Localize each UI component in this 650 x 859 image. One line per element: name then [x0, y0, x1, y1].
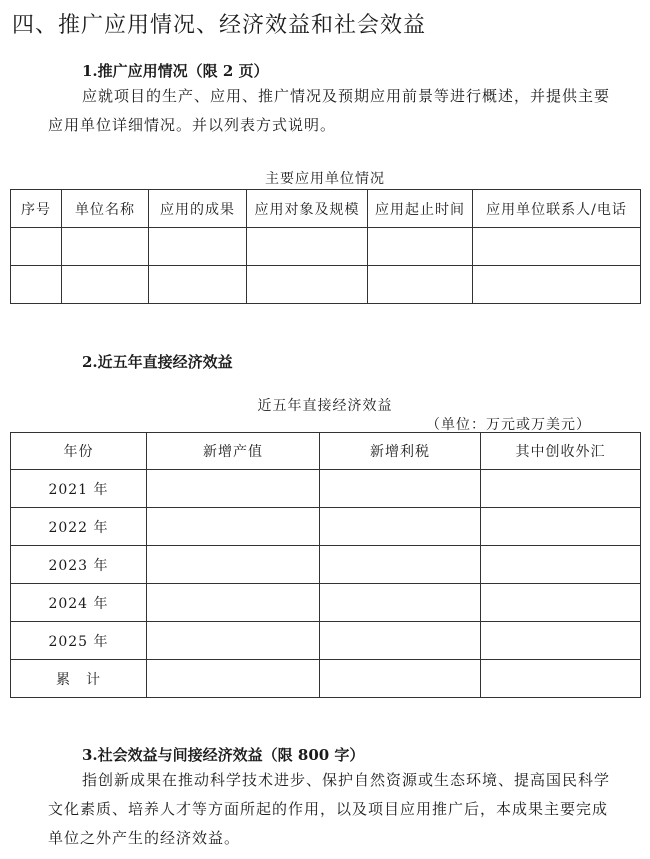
table-cell[interactable]: [147, 622, 320, 660]
year-cell: 2023 年: [11, 546, 147, 584]
table-cell[interactable]: [62, 266, 149, 304]
table-cell[interactable]: [473, 228, 641, 266]
table-row-total: [11, 660, 641, 698]
sub1-para-line2: 应用单位详细情况。并以列表方式说明。: [48, 116, 337, 134]
col-header-foreign-exchange: 其中创收外汇: [481, 433, 641, 470]
table-cell[interactable]: [149, 228, 247, 266]
table-row: [11, 546, 641, 584]
col-header-new-output: 新增产值: [147, 433, 320, 470]
table-cell[interactable]: [320, 508, 481, 546]
table-cell[interactable]: [147, 508, 320, 546]
table-cell[interactable]: [320, 546, 481, 584]
table-row: [11, 266, 641, 304]
table-cell[interactable]: [320, 660, 481, 698]
col-header-new-tax: 新增利税: [320, 433, 481, 470]
table-cell[interactable]: [320, 622, 481, 660]
table-row: [11, 508, 641, 546]
table-cell[interactable]: [11, 266, 62, 304]
table-cell[interactable]: [320, 584, 481, 622]
table-cell[interactable]: [481, 660, 641, 698]
table-cell[interactable]: [473, 266, 641, 304]
col-header-period: 应用起止时间: [368, 190, 473, 228]
section-title: 四、推广应用情况、经济效益和社会效益: [12, 13, 427, 38]
table-cell[interactable]: [481, 508, 641, 546]
table-cell[interactable]: [368, 266, 473, 304]
sub3-para-line2: 文化素质、培养人才等方面所起的作用，以及项目应用推广后，本成果主要完成: [48, 800, 609, 818]
application-units-table: [10, 189, 641, 304]
table-cell[interactable]: [481, 546, 641, 584]
sub3-heading: 3.社会效益与间接经济效益（限 800 字）: [82, 746, 365, 764]
table-cell[interactable]: [147, 584, 320, 622]
table-cell[interactable]: [247, 266, 368, 304]
year-cell: 2021 年: [11, 470, 147, 508]
year-cell: 2025 年: [11, 622, 147, 660]
col-header-object-scale: 应用对象及规模: [247, 190, 368, 228]
table-row: [11, 228, 641, 266]
col-header-contact: 应用单位联系人/电话: [473, 190, 641, 228]
sub3-para-line1: 指创新成果在推动科学技术进步、保护自然资源或生态环境、提高国民科学: [82, 771, 611, 789]
table-cell[interactable]: [481, 470, 641, 508]
table-header-row: [11, 190, 641, 228]
table-cell[interactable]: [62, 228, 149, 266]
table-cell[interactable]: [147, 546, 320, 584]
table-cell[interactable]: [481, 622, 641, 660]
sub3-para-line3: 单位之外产生的经济效益。: [48, 829, 241, 847]
col-header-index: 序号: [11, 190, 62, 228]
table-cell[interactable]: [147, 660, 320, 698]
sub1-para-line1: 应就项目的生产、应用、推广情况及预期应用前景等进行概述，并提供主要: [82, 87, 611, 105]
table1-caption: 主要应用单位情况: [265, 171, 385, 187]
table-header-row: [11, 433, 641, 470]
table2-caption: 近五年直接经济效益: [257, 398, 393, 414]
table2-unit: （单位：万元或万美元）: [426, 417, 591, 433]
col-header-year: 年份: [11, 433, 147, 470]
table-cell[interactable]: [320, 470, 481, 508]
table-row: [11, 470, 641, 508]
sub1-heading: 1.推广应用情况（限 2 页）: [82, 62, 269, 80]
col-header-unit-name: 单位名称: [62, 190, 149, 228]
col-header-result: 应用的成果: [149, 190, 247, 228]
table-cell[interactable]: [11, 228, 62, 266]
total-cell: 累 计: [11, 660, 147, 698]
table-cell[interactable]: [481, 584, 641, 622]
economic-benefit-table: [10, 432, 641, 698]
table-row: [11, 622, 641, 660]
year-cell: 2022 年: [11, 508, 147, 546]
sub2-heading: 2.近五年直接经济效益: [82, 353, 233, 371]
table-cell[interactable]: [149, 266, 247, 304]
table-cell[interactable]: [368, 228, 473, 266]
table-row: [11, 584, 641, 622]
year-cell: 2024 年: [11, 584, 147, 622]
table-cell[interactable]: [147, 470, 320, 508]
table-cell[interactable]: [247, 228, 368, 266]
